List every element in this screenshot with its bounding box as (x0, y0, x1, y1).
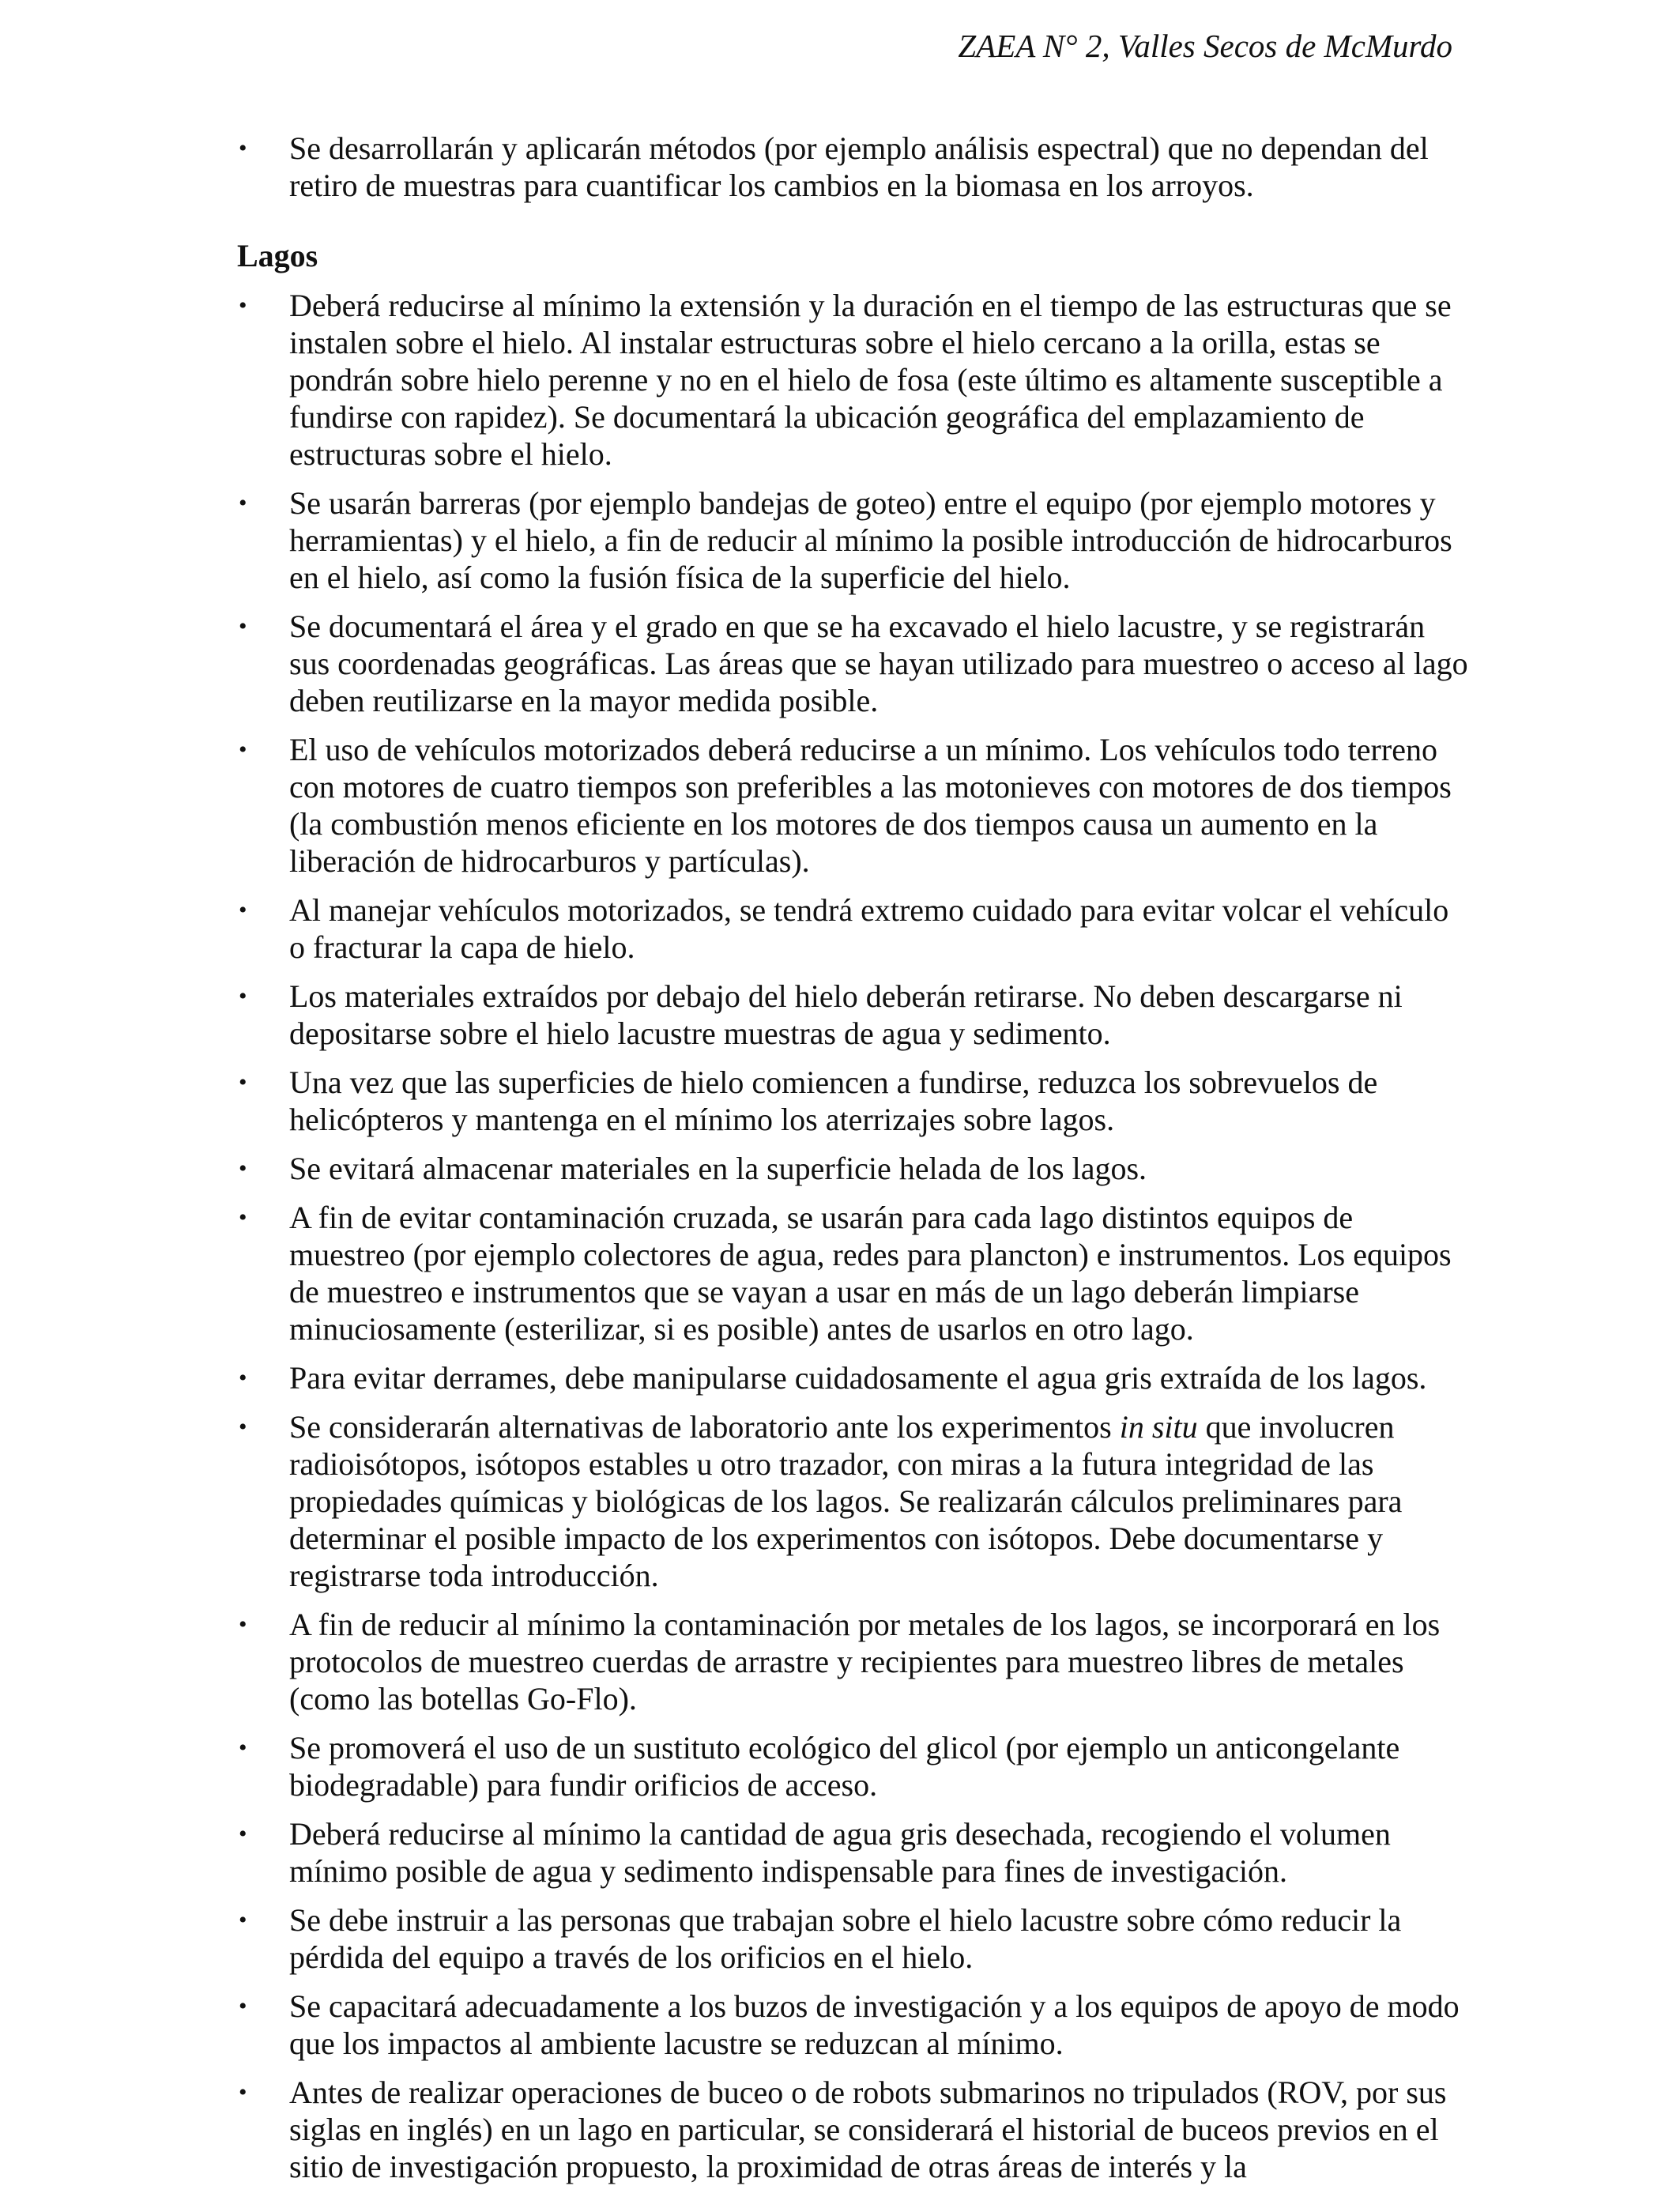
list-item (237, 891, 1470, 966)
list-item-text: Se capacitará adecuadamente a los buzos de investigación y a los equipos de apoyo de modo que los impactos al ambiente lacustre se reduzcan al mínimo. (289, 1988, 1460, 2061)
bullet-icon: • (239, 1155, 247, 1181)
bullet-icon: • (239, 1069, 247, 1095)
list-item (237, 1150, 1470, 1187)
list-item-text: Se documentará el área y el grado en que se ha excavado el hielo lacustre, y se registrarán sus coordenadas geográficas. Las áreas que se hayan utilizado para muestreo o acceso al lago deben reutilizarse en la mayor medida posible. (289, 609, 1468, 718)
list-item (237, 287, 1470, 473)
list-item (237, 484, 1470, 596)
list-item (237, 1199, 1470, 1347)
list-item (237, 2074, 1470, 2185)
list-item-text: Los materiales extraídos por debajo del hielo deberán retirarse. No deben descargarse ni depositarse sobre el hielo lacustre muestras de agua y sedimento. (289, 978, 1403, 1051)
list-item-text: A fin de evitar contaminación cruzada, se usarán para cada lago distintos equipos de muestreo (por ejemplo colectores de agua, redes para plancton) e instrumentos. Los equipos de muestreo e instrumentos que se vayan a usar en más de un lago deberán limpiarse minuciosamente (esterilizar, si es posible) antes de usarlos en otro lago. (289, 1200, 1452, 1347)
bullet-icon: • (239, 1993, 247, 2019)
list-item-text (289, 1409, 1402, 1593)
bullet-icon: • (239, 135, 247, 161)
bullet-icon: • (239, 897, 247, 923)
list-item-text: A fin de reducir al mínimo la contaminación por metales de los lagos, se incorporará en los protocolos de muestreo cuerdas de arrastre y recipientes para muestreo libres de metales (como las botellas Go-Flo). (289, 1607, 1441, 1717)
running-header: ZAEA N° 2, Valles Secos de McMurdo (958, 28, 1452, 64)
text-segment: Se considerarán alternativas de laboratorio ante los experimentos (289, 1409, 1120, 1445)
bullet-icon: • (239, 2079, 247, 2105)
list-item-text: Se desarrollarán y aplicarán métodos (por ejemplo análisis espectral) que no dependan del retiro de muestras para cuantificar los cambios en la biomasa en los arroyos. (289, 130, 1429, 203)
bullet-icon: • (239, 983, 247, 1009)
bullet-icon: • (239, 737, 247, 763)
list-item-text: Deberá reducirse al mínimo la cantidad de agua gris desechada, recogiendo el volumen mínimo posible de agua y sedimento indispensable para fines de investigación. (289, 1816, 1391, 1889)
list-item (237, 1901, 1470, 1976)
bullet-icon: • (239, 490, 247, 516)
list-item-text: Se debe instruir a las personas que trabajan sobre el hielo lacustre sobre cómo reducir la pérdida del equipo a través de los orificios en el hielo. (289, 1902, 1402, 1975)
list-item (237, 1606, 1470, 1717)
list-item (237, 1359, 1470, 1396)
list-item-text: Se evitará almacenar materiales en la superficie helada de los lagos. (289, 1151, 1147, 1186)
list-item (237, 130, 1470, 204)
list-item (237, 1988, 1470, 2062)
list-item-text: Para evitar derrames, debe manipularse cuidadosamente el agua gris extraída de los lagos. (289, 1360, 1427, 1396)
list-item (237, 731, 1470, 880)
list-item-text: Al manejar vehículos motorizados, se tendrá extremo cuidado para evitar volcar el vehículo o fracturar la capa de hielo. (289, 892, 1449, 965)
page-content (237, 130, 1470, 2197)
bullet-icon: • (239, 1365, 247, 1391)
text-segment: que involucren radioisótopos, isótopos estables u otro trazador, con miras a la futura integridad de las propiedades químicas y biológicas de los lagos. Se realizarán cálculos preliminares para determinar el posible impacto de los experimentos con isótopos. Debe documentarse y registrarse toda introducción. (289, 1409, 1403, 1593)
list-item (237, 1408, 1470, 1594)
bullet-icon: • (239, 613, 247, 639)
list-item-text: Deberá reducirse al mínimo la extensión y la duración en el tiempo de las estructuras que se instalen sobre el hielo. Al instalar estructuras sobre el hielo cercano a la orilla, estas se pondrán sobre hielo perenne y no en el hielo de fosa (este último es altamente susceptible a fundirse con rapidez). Se documentará la ubicación geográfica del emplazamiento de estructuras sobre el hielo. (289, 288, 1452, 472)
bullet-icon: • (239, 1907, 247, 1933)
section-heading-lagos: Lagos (237, 238, 318, 273)
bullet-icon: • (239, 292, 247, 318)
list-item-text: El uso de vehículos motorizados deberá reducirse a un mínimo. Los vehículos todo terreno con motores de cuatro tiempos son preferibles a las motonieves con motores de dos tiempos (la combustión menos eficiente en los motores de dos tiempos causa un aumento en la liberación de hidrocarburos y partículas). (289, 732, 1452, 879)
list-item (237, 1064, 1470, 1138)
list-item (237, 1729, 1470, 1803)
lagos-bullet-list (237, 287, 1470, 2185)
list-item-text: Antes de realizar operaciones de buceo o de robots submarinos no tripulados (ROV, por sus siglas en inglés) en un lago en particular, se considerará el historial de buceos previos en el sitio de investigación propuesto, la proximidad de otras áreas de interés y la (289, 2075, 1447, 2184)
list-item-text: Se promoverá el uso de un sustituto ecológico del glicol (por ejemplo un anticongelante biodegradable) para fundir orificios de acceso. (289, 1730, 1400, 1803)
bullet-icon: • (239, 1611, 247, 1637)
list-item-text: Se usarán barreras (por ejemplo bandejas de goteo) entre el equipo (por ejemplo motores y herramientas) y el hielo, a fin de reducir al mínimo la posible introducción de hidrocarburos en el hielo, así como la fusión física de la superficie del hielo. (289, 485, 1452, 595)
intro-bullet-list (237, 130, 1470, 204)
bullet-icon: • (239, 1414, 247, 1440)
bullet-icon: • (239, 1735, 247, 1761)
bullet-icon: • (239, 1204, 247, 1230)
list-item-text: Una vez que las superficies de hielo comiencen a fundirse, reduzca los sobrevuelos de helicópteros y mantenga en el mínimo los aterrizajes sobre lagos. (289, 1065, 1378, 1137)
bullet-icon: • (239, 1821, 247, 1847)
list-item (237, 978, 1470, 1052)
list-item (237, 1815, 1470, 1890)
italic-term: in situ (1119, 1409, 1198, 1445)
list-item (237, 608, 1470, 719)
